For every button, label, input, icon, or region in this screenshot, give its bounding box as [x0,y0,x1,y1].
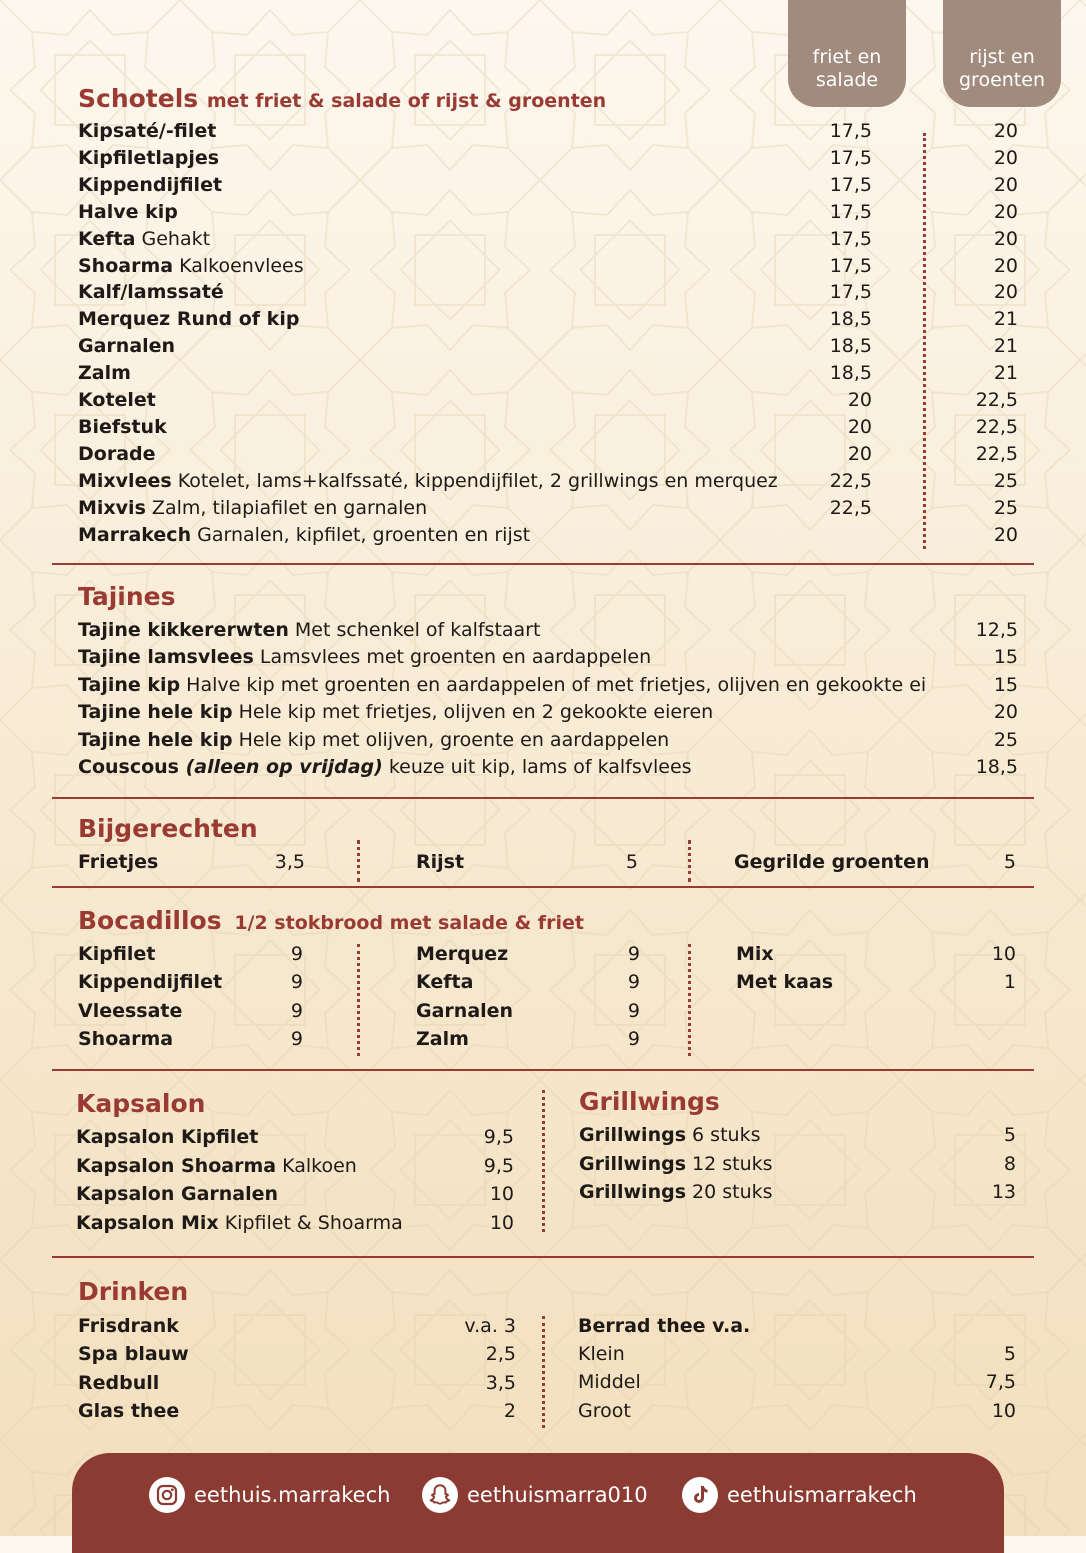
price-friet-salade: 17,5 [829,146,872,169]
item-name: Marrakech [78,523,192,546]
menu-item [76,1124,258,1150]
item-price: 10 [489,1183,514,1205]
item-description: Kotelet, lams+kalfssaté, kippendijfilet, 2 grillwings en merquez [171,469,778,492]
price-friet-salade: 17,5 [829,120,872,142]
menu-item [78,441,156,467]
item-name: Dorade [78,442,156,465]
bocadillo-name: Merquez [416,943,509,965]
bocadillo-price: 9 [290,943,303,965]
menu-item [579,1151,773,1177]
price-friet-salade: 20 [847,415,872,438]
menu-item [78,333,175,359]
item-name: Tajine hele kip [78,728,233,751]
price-rijst-groenten: 20 [993,146,1018,169]
item-price: 12,5 [975,619,1018,641]
item-description: keuze uit kip, lams of kalfsvlees [382,756,692,778]
menu-item [78,226,210,252]
bocadillo-name: Met kaas [736,971,834,994]
item-price: 15 [993,646,1018,669]
section-title: Drinken [78,1277,189,1306]
item-name: Mixvlees [78,469,172,492]
section-divider [52,563,1034,565]
item-name: Couscous [78,756,179,778]
column-header-label: friet en salade [812,46,882,91]
price-rijst-groenten: 20 [993,523,1018,546]
price-friet-salade: 20 [847,442,872,465]
item-price: 5 [1003,1124,1016,1146]
item-name: Grillwings [579,1124,687,1146]
instagram-icon [149,1477,185,1513]
price-rijst-groenten: 22,5 [975,415,1018,438]
item-name: Halve kip [78,200,178,223]
item-description: Hele kip met olijven, groente en aardappelen [232,728,670,751]
item-name: Kapsalon Mix [76,1211,219,1234]
tea-price: 7,5 [985,1371,1016,1394]
side-price: 5 [1003,851,1016,873]
price-rijst-groenten: 20 [993,281,1018,304]
tajines-heading [78,582,175,611]
price-friet-salade: 17,5 [829,200,872,223]
price-rijst-groenten: 22,5 [975,389,1018,411]
price-rijst-groenten: 20 [993,227,1018,250]
menu-item [76,1181,278,1207]
menu-item [78,754,692,780]
menu-item [78,118,216,144]
column-divider [357,840,360,882]
menu-item [78,253,304,279]
item-price: 9,5 [483,1154,514,1177]
section-title: Kapsalon [76,1089,206,1118]
item-name: Kapsalon Garnalen [76,1183,279,1205]
menu-item [78,672,926,698]
item-name: Tajine lamsvlees [78,646,254,669]
bocadillo-price: 1 [1003,971,1016,994]
menu-item [78,495,427,521]
price-friet-salade: 17,5 [829,254,872,277]
column-divider [542,1316,545,1428]
drink-name: Glas thee [78,1400,180,1423]
schotels-heading [78,84,606,113]
bocadillo-price: 9 [290,999,303,1022]
item-description: 12 stuks [686,1152,773,1175]
item-description: Kalkoen [276,1154,357,1177]
item-name: Grillwings [579,1181,687,1203]
snapchat-icon [422,1477,458,1513]
menu-item [78,360,131,386]
section-title: Schotels [78,84,199,113]
menu-item [78,727,669,753]
drink-price: 3,5 [485,1371,516,1394]
price-rijst-groenten: 20 [993,200,1018,223]
section-divider [52,1069,1034,1071]
price-friet-salade: 18,5 [829,362,872,385]
item-name: Kippendijfilet [78,173,223,196]
item-description: Kalkoenvlees [173,254,304,277]
section-title: Bijgerechten [78,814,258,843]
menu-item [78,387,156,413]
column-divider [688,840,691,882]
drinken-heading [78,1277,188,1306]
price-rijst-groenten: 25 [993,469,1018,492]
side-item-rijst: Rijst [416,851,465,873]
bocadillo-name: Vleessate [78,999,183,1022]
item-name: Garnalen [78,335,176,358]
side-item-gegrilde-groenten: Gegrilde groenten [734,851,930,873]
item-name: Kapsalon Kipfilet [76,1126,259,1148]
bocadillo-price: 9 [290,971,303,994]
social-handle: eethuis.marrakech [194,1483,391,1507]
menu-item [76,1210,403,1236]
bocadillo-price: 9 [627,1027,640,1050]
column-divider [688,944,691,1056]
price-friet-salade: 22,5 [829,496,872,519]
section-divider [52,797,1034,799]
tea-size: Middel [578,1371,641,1394]
bocadillo-name: Kefta [416,971,474,994]
price-friet-salade: 18,5 [829,308,872,331]
section-divider [52,886,1034,888]
section-divider [52,1256,1034,1258]
item-price: 8 [1003,1152,1016,1175]
price-friet-salade: 17,5 [829,173,872,196]
menu-item [78,306,299,332]
column-divider [542,1090,545,1232]
menu-item [78,644,651,670]
bocadillo-name: Kippendijfilet [78,971,223,994]
item-name: Kipsaté/-filet [78,120,217,142]
side-price: 3,5 [274,851,305,873]
column-header-rijst-groenten [943,0,1061,107]
tiktok-icon [682,1477,718,1513]
item-price: 10 [489,1211,514,1234]
price-rijst-groenten: 20 [993,173,1018,196]
bijgerechten-heading [78,814,258,843]
price-friet-salade: 22,5 [829,469,872,492]
price-rijst-groenten: 21 [993,335,1018,358]
price-rijst-groenten: 20 [993,254,1018,277]
item-description: 6 stuks [686,1124,761,1146]
menu-item [76,1153,357,1179]
item-price: 20 [993,701,1018,724]
column-header-friet-salade [788,0,906,107]
price-friet-salade: 20 [847,389,872,411]
price-rijst-groenten: 25 [993,496,1018,519]
menu-item [78,172,222,198]
menu-item [78,414,167,440]
tea-size: Klein [578,1343,625,1365]
side-price: 5 [625,851,638,873]
column-header-label: rijst en groenten [959,46,1045,91]
price-rijst-groenten: 21 [993,308,1018,331]
item-price: 25 [993,728,1018,751]
tea-price: 10 [991,1399,1016,1422]
item-description: Halve kip met groenten en aardappelen of met frietjes, olijven en gekookte ei [180,673,927,696]
item-name: Kapsalon Shoarma [76,1154,277,1177]
tea-price: 5 [1003,1343,1016,1365]
item-description: Garnalen, kipfilet, groenten en rijst [191,523,531,546]
section-subtitle: met friet & salade of rijst & groenten [206,90,607,112]
menu-item [78,699,713,725]
item-price: 18,5 [975,756,1018,778]
drink-name: Spa blauw [78,1343,189,1366]
item-description: Gehakt [135,227,211,250]
item-name: Kotelet [78,389,156,411]
bocadillo-name: Shoarma [78,1027,174,1050]
column-divider [923,133,926,549]
item-name: Kefta [78,227,136,250]
item-name: Biefstuk [78,415,167,438]
item-name: Tajine kip [78,673,181,696]
item-note: (alleen op vrijdag) [178,756,383,778]
section-title: Grillwings [579,1087,720,1116]
item-description: Met schenkel of kalfstaart [288,619,541,641]
bocadillo-price: 9 [627,999,640,1022]
menu-item [78,522,530,548]
grillwings-heading [579,1087,720,1116]
drink-price: v.a. 3 [464,1315,516,1337]
item-description: Hele kip met frietjes, olijven en 2 gekookte eieren [232,701,714,724]
social-tiktok[interactable] [682,1475,917,1515]
item-name: Grillwings [579,1152,687,1175]
menu-item [78,279,224,305]
item-name: Tajine kikkererwten [78,619,289,641]
bocadillo-price: 9 [290,1027,303,1050]
section-title: Tajines [78,582,176,611]
price-friet-salade: 18,5 [829,335,872,358]
bocadillo-name: Mix [736,943,774,965]
bocadillo-name: Kipfilet [78,943,156,965]
social-handle: eethuismarra010 [467,1483,648,1507]
item-description: Kipfilet & Shoarma [218,1211,403,1234]
item-price: 13 [991,1181,1016,1203]
social-snapchat[interactable] [422,1475,648,1515]
social-handle: eethuismarrakech [727,1483,917,1507]
price-rijst-groenten: 20 [993,120,1018,142]
bocadillos-heading [78,906,584,935]
item-name: Shoarma [78,254,174,277]
drink-price: 2 [503,1400,516,1423]
bocadillo-name: Zalm [416,1027,469,1050]
social-instagram[interactable] [149,1475,390,1515]
item-name: Merquez Rund of kip [78,308,300,331]
item-name: Zalm [78,362,131,385]
menu-item [78,468,778,494]
price-friet-salade: 17,5 [829,281,872,304]
section-subtitle: 1/2 stokbrood met salade & friet [234,912,584,934]
drink-name: Frisdrank [78,1315,179,1337]
item-name: Kipfiletlapjes [78,146,220,169]
section-title: Bocadillos [78,906,222,935]
tea-size: Groot [578,1399,631,1422]
item-description: 20 stuks [686,1181,773,1203]
price-rijst-groenten: 21 [993,362,1018,385]
price-friet-salade: 17,5 [829,227,872,250]
item-price: 15 [993,673,1018,696]
menu-item [78,199,178,225]
menu-item [78,617,540,643]
bocadillo-price: 9 [627,943,640,965]
kapsalon-heading [76,1089,205,1118]
column-divider [357,944,360,1056]
item-price: 9,5 [483,1126,514,1148]
item-name: Kalf/lamssaté [78,281,224,304]
item-description: Lamsvlees met groenten en aardappelen [253,646,652,669]
social-footer [72,1453,1004,1553]
price-rijst-groenten: 22,5 [975,442,1018,465]
drink-name: Redbull [78,1371,160,1394]
berrad-thee-heading: Berrad thee v.a. [578,1315,751,1337]
side-item-frietjes: Frietjes [78,851,159,873]
menu-item [579,1179,773,1205]
menu-item [579,1122,760,1148]
drink-price: 2,5 [485,1343,516,1366]
item-name: Tajine hele kip [78,701,233,724]
menu-item [78,145,219,171]
bocadillo-price: 9 [627,971,640,994]
item-description: Zalm, tilapiafilet en garnalen [145,496,428,519]
item-name: Mixvis [78,496,146,519]
bocadillo-price: 10 [991,943,1016,965]
bocadillo-name: Garnalen [416,999,514,1022]
